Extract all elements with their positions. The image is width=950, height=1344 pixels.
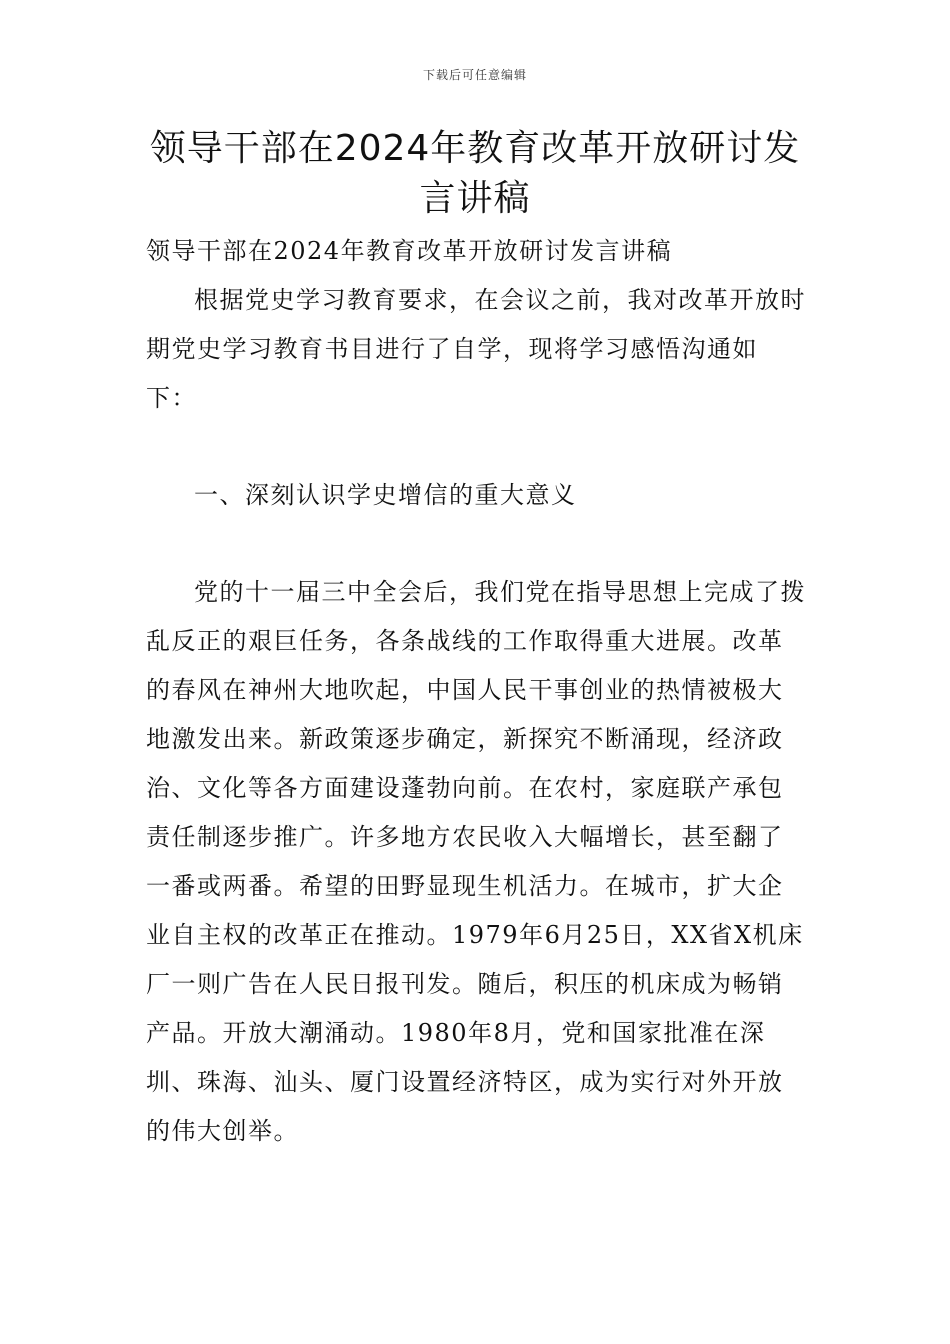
subtitle-line: 领导干部在2024年教育改革开放研讨发言讲稿: [146, 237, 673, 265]
document-title: 领导干部在2024年教育改革开放研讨发言讲稿: [149, 128, 801, 219]
intro-paragraph: 根据党史学习教育要求，在会议之前，我对改革开放时期党史学习教育书目进行了自学，现将学习感悟沟通如下：: [146, 286, 806, 412]
body-paragraph: 党的十一届三中全会后，我们党在指导思想上完成了拨乱反正的艰巨任务，各条战线的工作取得重大进展。改革的春风在神州大地吹起，中国人民干事创业的热情被极大地激发出来。新政策逐步确定，新探究不断涌现，经济政治、文化等各方面建设蓬勃向前。在农村，家庭联产承包责任制逐步推广。许多地方农民收入大幅增长，甚至翻了一番或两番。希望的田野显现生机活力。在城市，扩大企业自主权的改革正在推动。1979年6月25日，XX省X机床厂一则广告在人民日报刊发。随后，积压的机床成为畅销产品。开放大潮涌动。1980年8月，党和国家批准在深圳、珠海、汕头、厦门设置经济特区，成为实行对外开放的伟大创举。: [146, 578, 806, 1145]
section-heading: 一、深刻认识学史增信的重大意义: [194, 481, 577, 509]
header-note: 下载后可任意编辑: [422, 68, 527, 82]
document-body: [146, 227, 808, 1156]
